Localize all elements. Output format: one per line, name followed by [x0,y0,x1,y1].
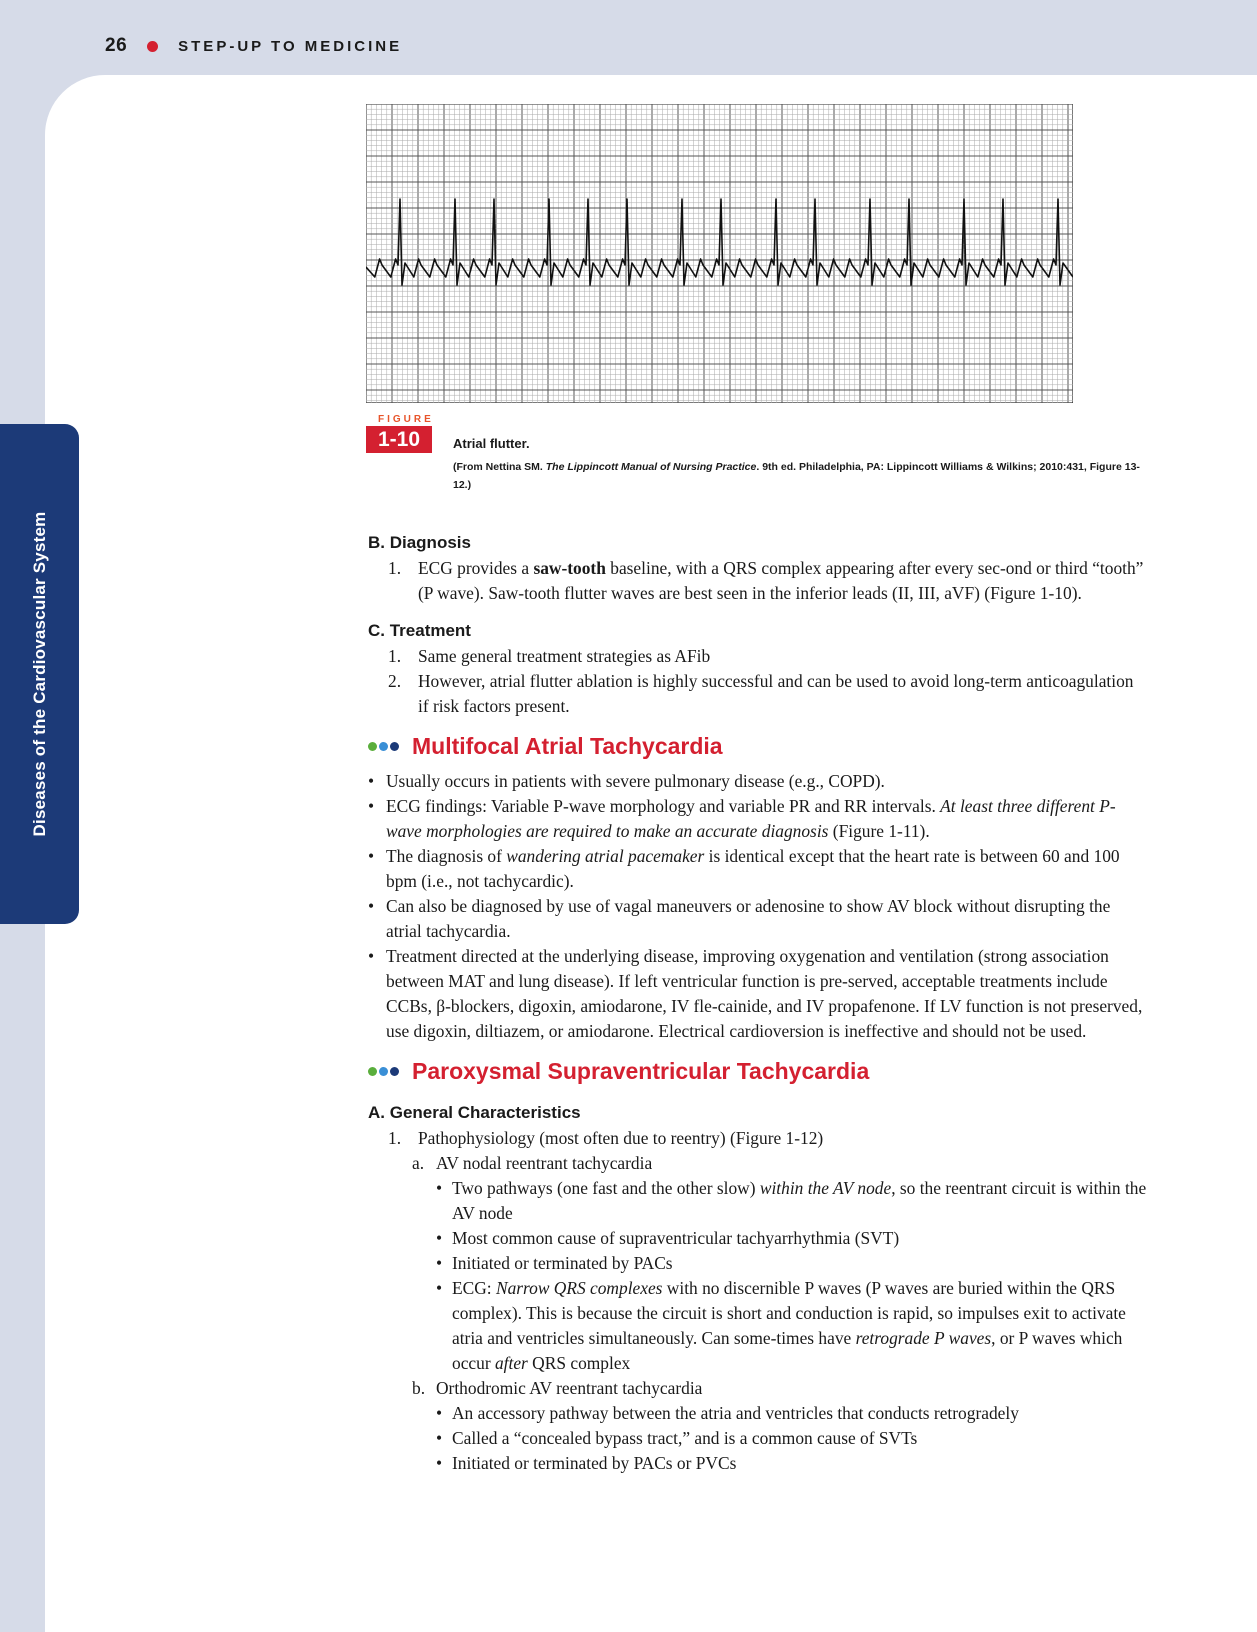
figure-word: FIGURE [378,414,434,425]
running-header [105,34,402,58]
list-item: • Can also be diagnosed by use of vagal maneuvers or adenosine to show AV block without disrupting the atrial tachycardia. [368,896,1111,941]
list-item: 2. However, atrial flutter ablation is highly successful and can be used to avoid long-term anticoagulation if risk factors present. [388,671,1134,716]
treatment-heading: C. Treatment [368,621,471,640]
diagnosis-heading: B. Diagnosis [368,533,471,552]
page-number: 26 [105,35,128,56]
ecg-strip-figure [366,104,1073,403]
list-item: • Two pathways (one fast and the other slow) within the AV node, so the reentrant circuit is within the AV node [436,1178,1147,1223]
section-heading-psvt [368,1054,1148,1088]
list-item: 1. Pathophysiology (most often due to reentry) (Figure 1-12) [388,1128,824,1148]
section-dots-icon [368,742,401,751]
section-heading-mat [368,729,1148,763]
list-item: • ECG findings: Variable P-wave morphology and variable PR and RR intervals. At least three different P-wave morphologies are required to make an accurate diagnosis (Figure 1-11). [368,796,1116,841]
section-title: Paroxysmal Supraventricular Tachycardia [412,1057,870,1084]
list-item: • Most common cause of supraventricular tachyarrhythmia (SVT) [436,1228,900,1248]
list-item: • Called a “concealed bypass tract,” and is a common cause of SVTs [436,1428,918,1448]
list-item: • Initiated or terminated by PACs or PVCs [436,1453,737,1473]
list-item: • Usually occurs in patients with severe pulmonary disease (e.g., COPD). [368,771,885,791]
main-content [368,530,1148,1476]
general-characteristics-heading: A. General Characteristics [368,1103,581,1122]
list-item-a: a. AV nodal reentrant tachycardia [412,1153,653,1173]
list-item: • ECG: Narrow QRS complexes with no discernible P waves (P waves are buried within the QRS complex). This is because the circuit is short and conduction is rapid, so impulses exit to activate atria and ventricles simultaneously. Can some-times have retrograde P waves, or P waves which occur after QRS complex [436,1278,1126,1373]
list-item: • Initiated or terminated by PACs [436,1253,673,1273]
chapter-side-tab-label: Diseases of the Cardiovascular System [30,511,49,837]
list-item: • Treatment directed at the underlying disease, improving oxygenation and ventilation (strong association between MAT and lung disease). If left ventricular function is pre-served, acceptable treatments include CCBs, β-blockers, digoxin, amiodarone, IV fle-cainide, and IV propafenone. If LV function is not preserved, use digoxin, diltiazem, or amiodarone. Electrical cardioversion is ineffective and should not be used. [368,946,1143,1041]
figure-title: Atrial flutter. [453,436,530,451]
mat-bullet-list [368,769,1148,1044]
list-item-b: b. Orthodromic AV reentrant tachycardia [412,1378,703,1398]
list-item: 1. ECG provides a saw-tooth baseline, with a QRS complex appearing after every sec-ond or third “tooth” (P wave). Saw-tooth flutter waves are best seen in the inferior leads (II, III, aVF) (Figure 1-10). [388,558,1144,603]
list-item: • The diagnosis of wandering atrial pacemaker is identical except that the heart rate is between 60 and 100 bpm (i.e., not tachycardic). [368,846,1120,891]
section-title: Multifocal Atrial Tachycardia [412,732,723,759]
figure-number: 1-10 [366,426,432,453]
header-dot-icon [147,41,158,52]
figure-source: (From Nettina SM. The Lippincott Manual of Nursing Practice. 9th ed. Philadelphia, PA: Lippincott Williams & Wilkins; 2010:431, Figure 13-12.) [453,461,1140,491]
list-item: • An accessory pathway between the atria and ventricles that conducts retrogradely [436,1403,1019,1423]
list-item: 1. Same general treatment strategies as AFib [388,646,711,666]
book-title: STEP-UP TO MEDICINE [178,37,403,55]
section-dots-icon [368,1067,401,1076]
